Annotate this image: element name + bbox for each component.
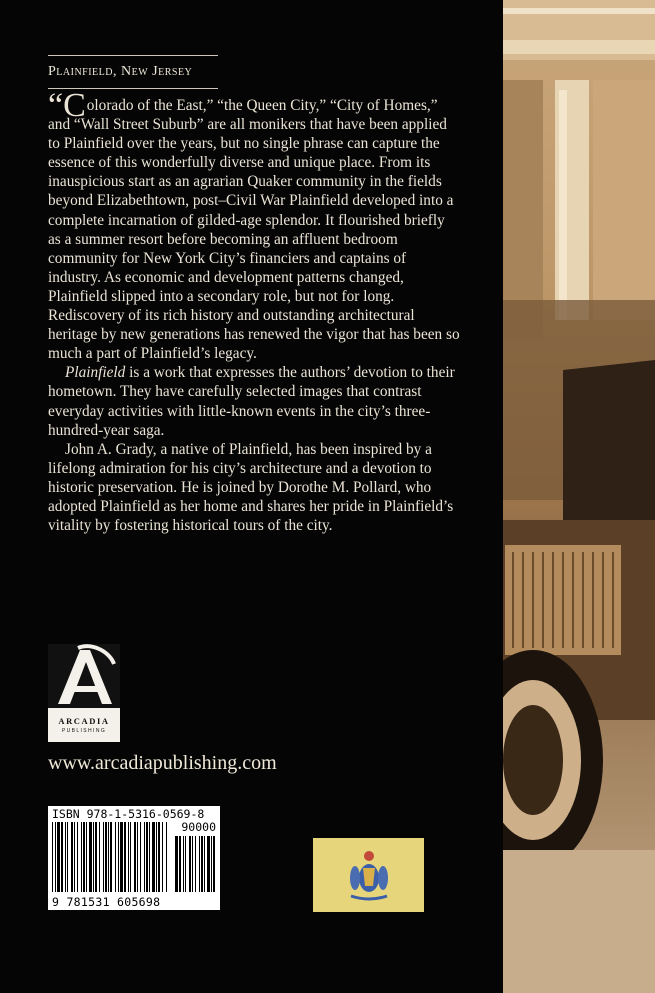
series-title: Plainfield, New Jersey (48, 64, 193, 79)
new-jersey-flag (313, 838, 424, 912)
arcadia-logo (48, 644, 120, 742)
top-rule (48, 55, 218, 56)
website-url: www.arcadiapublishing.com (48, 752, 277, 774)
ean-number: 9 781531 605698 (52, 895, 161, 909)
house-and-car-photo-icon (503, 0, 655, 993)
logo-name: ARCADIA (58, 716, 110, 726)
blurb-paragraph-2: Plainfield is a work that expresses the authors’ devotion to their hometown. They have carefully selected images that contrast everyday activities with little-known events in the city’s three-hundred-year saga. (48, 364, 455, 439)
logo-subtitle: PUBLISHING (61, 728, 107, 734)
isbn-text: ISBN 978-1-5316-0569-8 (52, 807, 205, 821)
logo-emblem (48, 644, 120, 708)
sepia-photo (503, 0, 655, 993)
logo-a-icon (48, 644, 120, 708)
state-seal-icon (313, 838, 424, 912)
drop-cap: “C (48, 87, 86, 124)
blurb-paragraph-1: “Colorado of the East,” “the Queen City,” “City of Homes,” and “Wall Street Suburb” are all monikers that have been applied to Plainfield over the years, but no single phrase can capture the essence of this wonderfully diverse and unique place. From its inauspicious start as an agrarian Quaker community in the fields beyond Elizabethtown, post–Civil War Plainfield developed into a complete incarnation of gilded-age splendor. It flourished briefly as a summer resort before becoming an affluent bedroom community for New York City’s financiers and captains of industry. As economic and development patterns changed, Plainfield slipped into a secondary role, but not for long. Rediscovery of its rich history and outstanding architectural heritage by new generations has renewed the vigor that has been so much a part of Plainfield’s legacy. (48, 87, 460, 363)
isbn-barcode (48, 806, 220, 910)
blurb-text (48, 87, 460, 535)
price-code: 90000 (181, 820, 216, 834)
blurb-paragraph-3: John A. Grady, a native of Plainfield, has been inspired by a lifelong admiration for his city’s architecture and a devotion to historic preservation. He is joined by Dorothe M. Pollard, who adopted Plainfield as her home and shares her pride in Plainfield’s vitality by fostering historical tours of the city. (48, 440, 454, 535)
